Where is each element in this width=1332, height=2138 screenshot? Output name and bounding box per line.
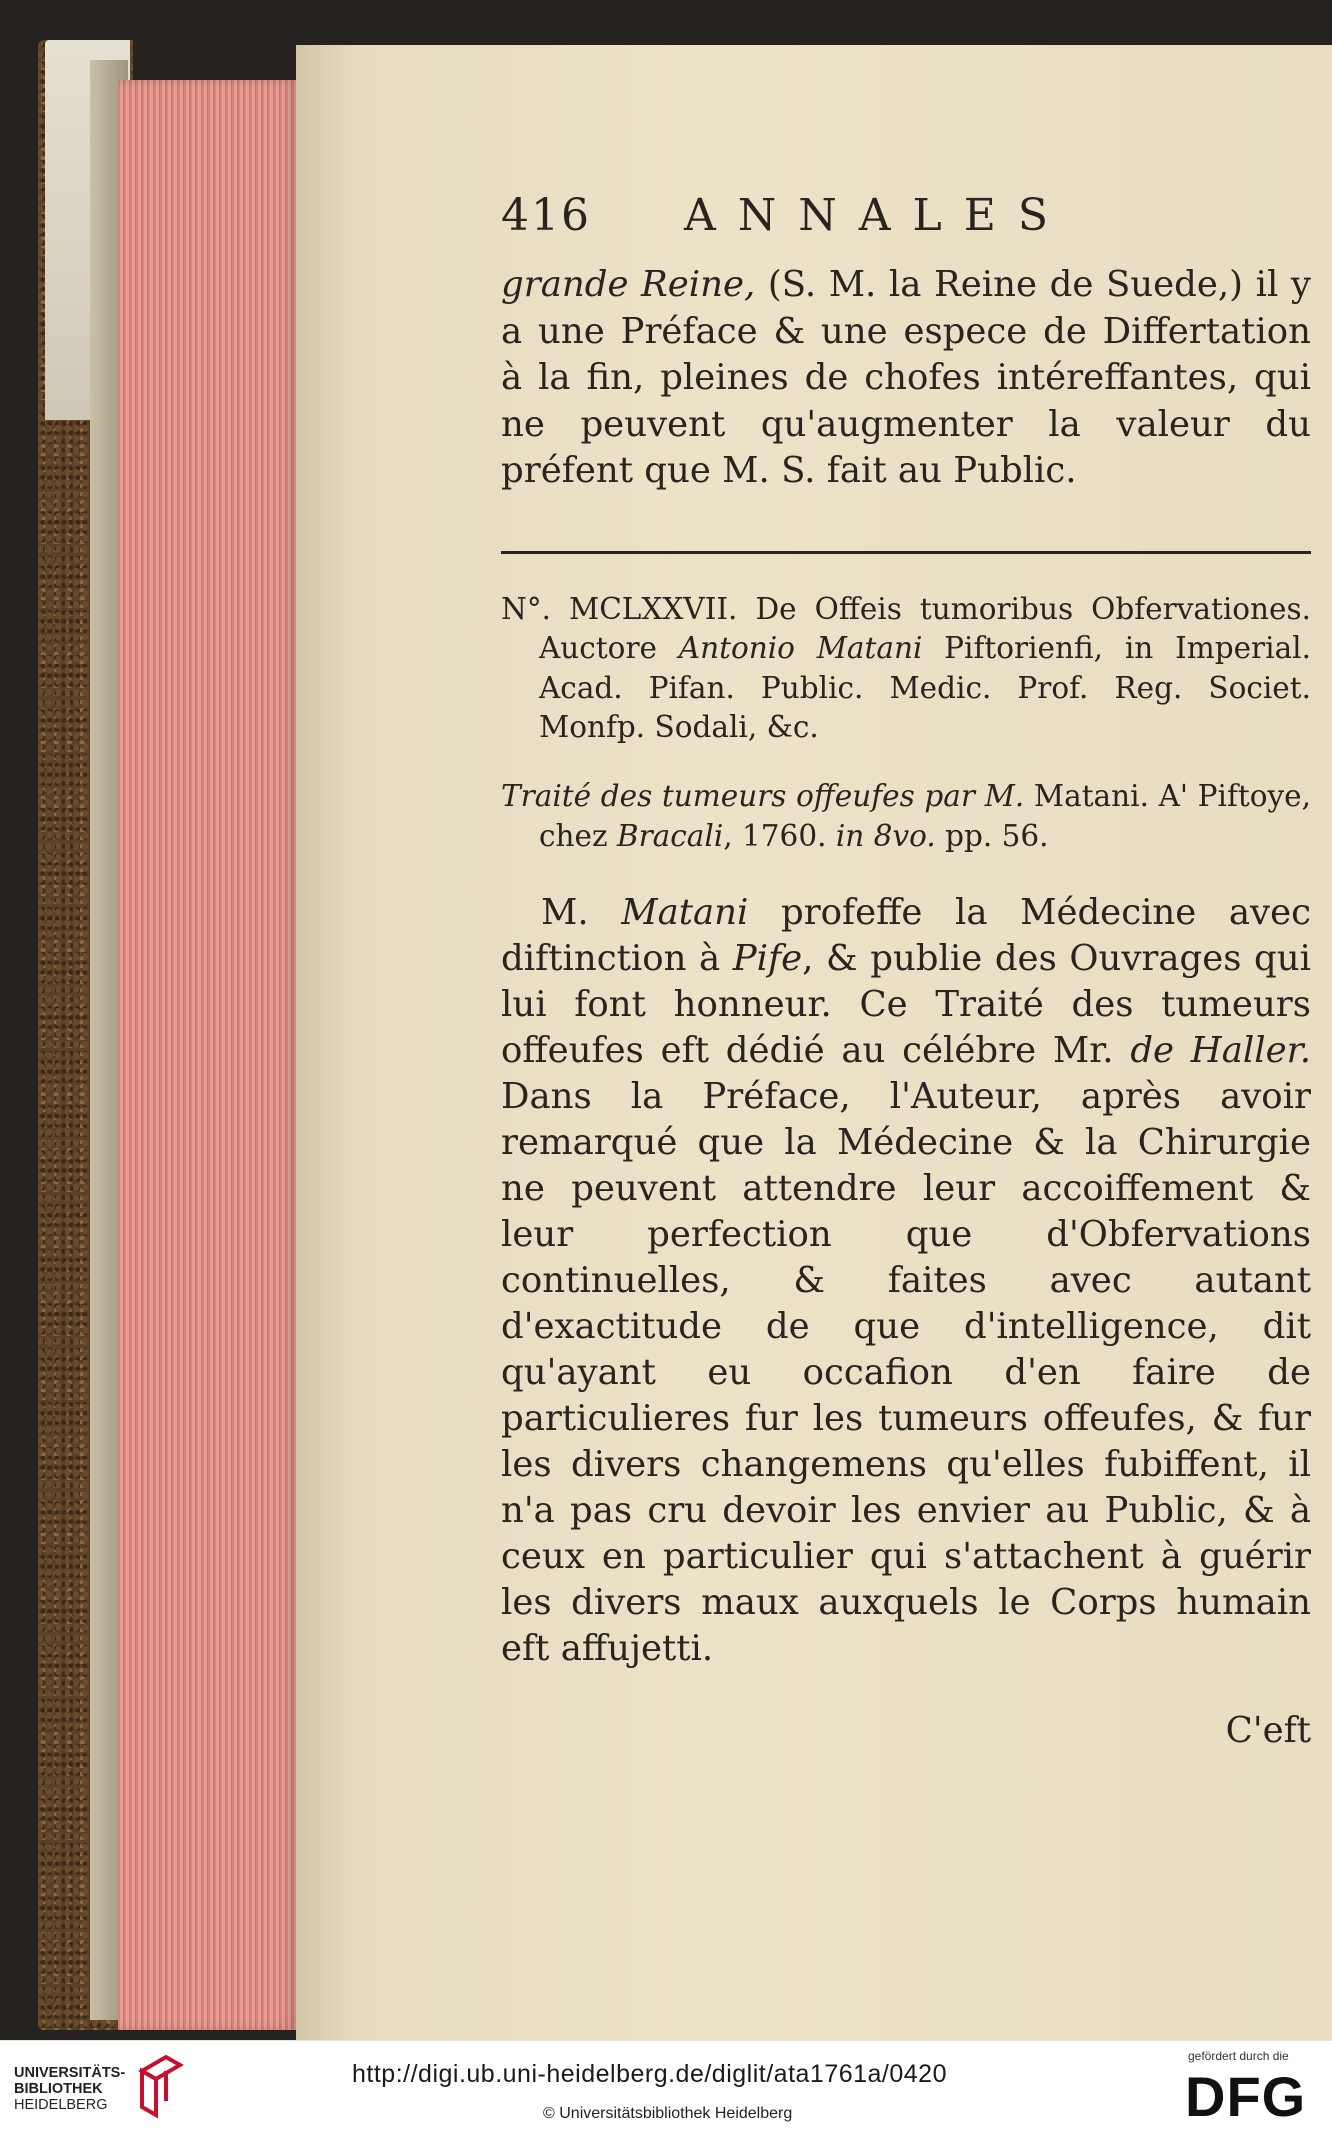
viewer-footer bbox=[0, 2040, 1332, 2138]
body-p2: profeffe la Médecine avec diftinction à bbox=[501, 892, 1311, 979]
funded-by-label: gefördert durch die bbox=[1188, 2049, 1289, 2063]
page-block-red-edge bbox=[118, 80, 296, 2030]
cont-line1: (S. M. la Reine de Suede,) bbox=[755, 264, 1244, 305]
continued-paragraph bbox=[501, 262, 1311, 495]
body-paragraph bbox=[501, 890, 1311, 1672]
body-city: Pife bbox=[732, 938, 803, 979]
book-page bbox=[296, 45, 1332, 2040]
entry-author: Antonio Matani bbox=[678, 631, 923, 665]
catchword: C'eft bbox=[1225, 1709, 1311, 1751]
body-p1: M. bbox=[541, 892, 622, 933]
section-rule bbox=[501, 551, 1311, 554]
running-title: ANNALES bbox=[684, 190, 1071, 241]
entry-affiliation: Piftorienfi, in Imperial. Acad. Pifan. Public. Medic. Prof. Reg. Societ. Monfp. Sodali, &c. bbox=[539, 631, 1311, 744]
body-p4: Dans la Préface, l'Auteur, après avoir remarqué que la Médecine & la Chirurgie ne peuvent attendre leur accoiffement & leur perfection que d'Obfervations continuelles, & faites avec autant d'exactitude de que d'intelligence, dit qu'ayant eu occafion d'en faire de particulieres fur les tumeurs offeufes, & fur les divers changemens qu'elles fubiffent, il n'a pas cru devoir les envier au Public, & à ceux en particulier qui s'attachent à guérir les divers maux auxquels le Corps humain eft affujetti. bbox=[501, 1076, 1311, 1669]
library-line3: HEIDELBERG bbox=[14, 2097, 108, 2113]
library-logo-icon[interactable] bbox=[136, 2051, 186, 2121]
cont-rest: il y a une Préface & une espece de Differtation à la fin, pleines de chofes intéreffantes, qui ne peuvent qu'augmenter la valeur du préfent que M. S. fait au Public. bbox=[501, 264, 1311, 491]
format: in 8vo. bbox=[835, 818, 936, 853]
french-title: Traité des tumeurs offeufes par M. bbox=[501, 779, 1025, 813]
bibliographic-entry-latin bbox=[501, 590, 1311, 748]
running-head bbox=[501, 190, 1311, 250]
entry-title: De Offeis tumoribus Obfervationes. Auctore bbox=[539, 591, 1311, 665]
library-name[interactable] bbox=[14, 2065, 125, 2113]
entry-number: N°. MCLXXVII. bbox=[501, 591, 738, 626]
text-column bbox=[501, 190, 1311, 1754]
bibliographic-entry-french bbox=[501, 777, 1311, 856]
page-number: 416 bbox=[501, 190, 591, 241]
french-t3: pp. 56. bbox=[935, 818, 1049, 853]
library-line1: UNIVERSITÄTS- bbox=[14, 2065, 126, 2081]
body-p3: , & publie des Ouvrages qui lui font honneur. Ce Traité des tumeurs offeufes eft dédié au célébre Mr. bbox=[501, 938, 1311, 1071]
permalink-url[interactable]: http://digi.ub.uni-heidelberg.de/diglit/ata1761a/0420 bbox=[352, 2060, 947, 2088]
body-name: Matani bbox=[621, 892, 749, 933]
french-t1: Matani. A' Piftoye, chez bbox=[539, 779, 1312, 853]
copyright-notice: © Universitätsbibliothek Heidelberg bbox=[543, 2105, 793, 2122]
dfg-logo[interactable]: DFG bbox=[1185, 2065, 1307, 2128]
french-t2: , 1760. bbox=[723, 818, 836, 853]
library-line2: BIBLIOTHEK bbox=[14, 2081, 103, 2097]
body-haller: de Haller. bbox=[1130, 1030, 1311, 1071]
publisher: Bracali bbox=[616, 818, 724, 853]
cont-italic: grande Reine, bbox=[501, 264, 756, 305]
